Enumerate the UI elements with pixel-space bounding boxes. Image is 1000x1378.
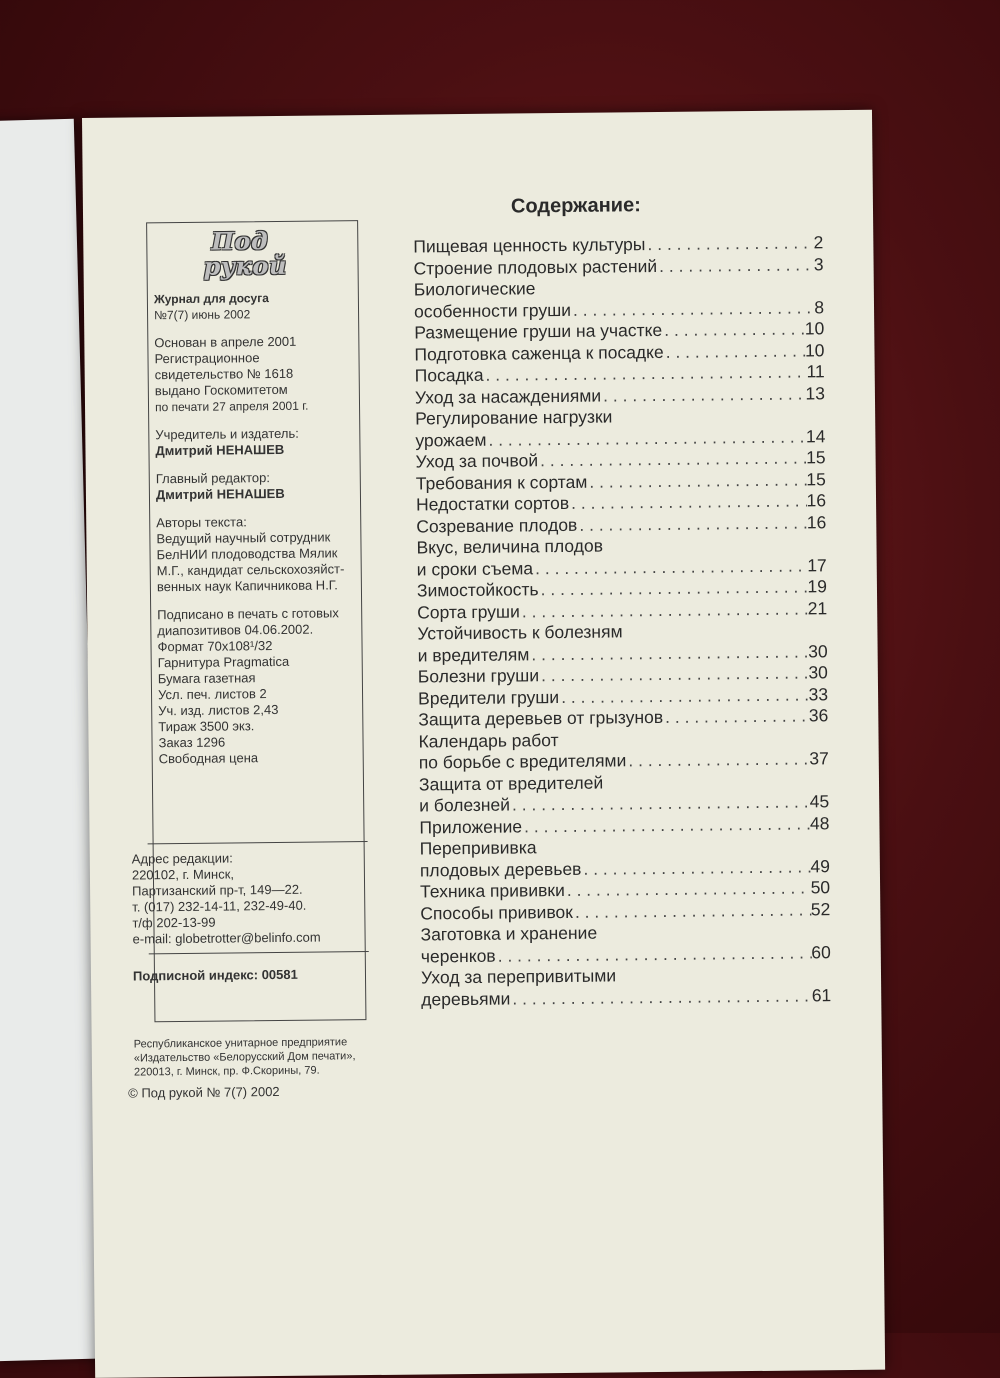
- toc-page-number: 10: [804, 318, 825, 339]
- toc-page-number: 19: [807, 576, 828, 597]
- toc-page-number: 52: [810, 898, 831, 919]
- toc-entry-title: Недостатки сортов: [415, 492, 570, 515]
- address-line: т. (017) 232-14-11, 232-49-40.: [132, 897, 307, 915]
- print-info-line: Формат 70x108¹/32: [157, 638, 273, 655]
- toc-page-number: 61: [811, 984, 832, 1005]
- founder-name: Дмитрий НЕНАШЕВ: [155, 441, 285, 459]
- toc-entry: [416, 533, 826, 580]
- table-of-contents: [413, 232, 831, 1010]
- toc-entry-title: Техника прививки: [420, 879, 565, 902]
- toc-entry-title: Подготовка саженца к посадке: [414, 341, 664, 365]
- subscription-index: Подписной индекс: 00581: [132, 966, 298, 984]
- founded-line: выдано Госкомитетом: [154, 381, 288, 399]
- address-line: т/ф 202-13-99: [132, 914, 216, 931]
- print-info-line: Уч. изд. листов 2,43: [158, 701, 279, 719]
- toc-entry-title: Уход за насаждениями: [414, 385, 602, 408]
- toc-entry: [414, 275, 824, 322]
- toc-entry-title: Уход за почвой: [415, 450, 539, 472]
- toc-page-number: 13: [805, 382, 826, 403]
- toc-entry: [417, 619, 827, 666]
- publisher-block: [134, 1035, 394, 1080]
- print-info-line: Бумага газетная: [157, 670, 256, 687]
- toc-page-number: 3: [813, 253, 824, 274]
- toc-leader-dots: [645, 232, 813, 255]
- toc-entry-title-first-line: Вкус, величина плодов: [416, 535, 604, 558]
- toc-page-number: 14: [805, 425, 826, 446]
- toc-entry-title-first-line: Биологические: [413, 278, 536, 300]
- divider: [149, 951, 369, 954]
- toc-title: Содержание:: [510, 194, 641, 218]
- print-info-line: Гарнитура Pragmatica: [157, 653, 290, 671]
- toc-entry-title: Созревание плодов: [416, 514, 578, 537]
- toc-leader-dots: [522, 813, 810, 838]
- logo-line-2: рукой: [203, 250, 288, 281]
- toc-page-number: 30: [808, 662, 828, 683]
- toc-entry: [419, 813, 829, 839]
- founder-label: Учредитель и издатель:: [155, 425, 299, 443]
- toc-entry-title: Защита деревьев от грызунов: [418, 706, 664, 730]
- print-info-line: Подписано в печать с готовых: [157, 605, 339, 623]
- toc-entry-title: и вредителям: [417, 643, 530, 666]
- toc-entry-title: Сорта груши: [417, 600, 520, 623]
- toc-page-number: 11: [806, 361, 825, 382]
- booklet-page: [82, 110, 885, 1378]
- founded-block: [154, 333, 355, 415]
- editor-label: Главный редактор:: [155, 470, 270, 487]
- toc-leader-dots: [663, 705, 809, 728]
- magazine-logo: [203, 227, 354, 291]
- toc-entry-title-first-line: Уход за перепривитыми: [420, 965, 617, 988]
- toc-entry: [418, 705, 828, 731]
- toc-page-number: 15: [806, 447, 826, 468]
- toc-entry-title: Посадка: [414, 364, 484, 386]
- address-line: Партизанский пр-т, 149—22.: [132, 881, 303, 899]
- toc-entry-title-first-line: Календарь работ: [418, 729, 559, 752]
- toc-page-number: 50: [810, 877, 831, 898]
- authors-line: М.Г., кандидат сельскохозяйст-: [156, 561, 345, 579]
- toc-page-number: 17: [807, 554, 827, 575]
- toc-page-number: 8: [814, 296, 825, 317]
- publisher-line: «Издательство «Белорусский Дом печати»,: [133, 1050, 356, 1065]
- toc-entry-title-first-line: Защита от вредителей: [418, 772, 604, 795]
- founded-line: свидетельство № 1618: [154, 365, 294, 383]
- toc-entry: [418, 727, 828, 774]
- publisher-line: Республиканское унитарное предприятие: [133, 1036, 348, 1051]
- authors-line: Ведущий научный сотрудник: [156, 529, 331, 547]
- toc-leader-dots: [496, 942, 812, 967]
- toc-page-number: 16: [806, 490, 827, 511]
- toc-entry-title: Приложение: [419, 815, 523, 838]
- toc-page-number: 48: [809, 812, 830, 833]
- address-line: 220102, г. Минск,: [131, 866, 235, 883]
- toc-leader-dots: [510, 791, 810, 816]
- toc-entry-title: урожаем: [415, 429, 487, 451]
- toc-entry: [421, 963, 831, 1010]
- toc-leader-dots: [533, 555, 807, 579]
- toc-entry-title: и сроки съема: [416, 557, 534, 580]
- toc-leader-dots: [529, 641, 808, 665]
- authors-label: Авторы текста:: [156, 514, 247, 531]
- toc-entry: [417, 598, 827, 624]
- publisher-line: 220013, г. Минск, пр. Ф.Скорины, 79.: [133, 1064, 320, 1079]
- toc-page-number: 10: [804, 339, 825, 360]
- toc-entry: [420, 899, 830, 925]
- authors-line: БелНИИ плодоводства Мялик: [156, 545, 338, 563]
- print-info-line: Тираж 3500 экз.: [158, 718, 255, 735]
- toc-leader-dots: [662, 318, 805, 341]
- copyright: © Под рукой № 7(7) 2002: [128, 1083, 280, 1101]
- toc-leader-dots: [565, 877, 811, 901]
- toc-leader-dots: [539, 662, 809, 686]
- authors-line: венных наук Капичникова Н.Г.: [156, 577, 338, 595]
- toc-entry-title: Строение плодовых растений: [413, 255, 658, 279]
- divider: [148, 841, 368, 844]
- subscription-block: [133, 966, 373, 985]
- toc-page-number: 45: [809, 791, 830, 812]
- toc-leader-dots: [626, 748, 809, 771]
- toc-page-number: 37: [809, 748, 829, 769]
- toc-leader-dots: [573, 899, 811, 923]
- toc-entry-title: особенности груши: [413, 299, 572, 322]
- toc-leader-dots: [587, 469, 806, 493]
- toc-entry-title: Зимостойкость: [416, 579, 539, 601]
- toc-page-number: 49: [810, 855, 830, 876]
- toc-entry-title: Пищевая ценность культуры: [413, 234, 646, 257]
- toc-entry-title: Болезни груши: [417, 665, 540, 687]
- toc-leader-dots: [601, 383, 806, 407]
- magazine-subtitle: Журнал для досуга: [153, 291, 269, 307]
- toc-leader-dots: [657, 254, 814, 277]
- toc-entry-title-first-line: Перепрививка: [419, 837, 537, 859]
- toc-page-number: 16: [806, 511, 827, 532]
- toc-entry: [420, 920, 830, 967]
- toc-leader-dots: [559, 684, 809, 708]
- toc-entry-title: по борьбе с вредителями: [418, 750, 627, 773]
- toc-entry-title: деревьями: [421, 988, 511, 1009]
- toc-leader-dots: [664, 340, 806, 363]
- toc-leader-dots: [569, 490, 807, 514]
- print-info-line: Усл. печ. листов 2: [157, 686, 267, 703]
- toc-page-number: 15: [806, 468, 826, 489]
- toc-entry: [419, 770, 829, 817]
- toc-entry-title-first-line: Регулирование нагрузки: [415, 406, 613, 429]
- founded-line: Основан в апреле 2001: [154, 333, 297, 351]
- toc-leader-dots: [520, 598, 808, 623]
- toc-entry-title: Способы прививок: [420, 901, 573, 923]
- print-info-line: диапозитивов 04.06.2002.: [157, 621, 314, 639]
- toc-entry-title: плодовых деревьев: [419, 858, 582, 881]
- founded-line: по печати 27 апреля 2001 г.: [154, 398, 309, 415]
- email: e-mail: globetrotter@belinfo.com: [132, 929, 321, 947]
- masthead-box: [131, 220, 366, 1022]
- toc-page-number: 36: [808, 705, 829, 726]
- toc-page-number: 2: [813, 232, 824, 253]
- toc-entry-title-first-line: Устойчивость к болезням: [417, 621, 623, 644]
- toc-leader-dots: [577, 512, 807, 536]
- toc-entry-title: черенков: [420, 945, 496, 966]
- toc-entry: [413, 254, 823, 280]
- toc-leader-dots: [581, 856, 810, 880]
- toc-entry-title: и болезней: [419, 794, 511, 816]
- toc-page-number: 30: [808, 640, 828, 661]
- toc-leader-dots: [538, 447, 806, 471]
- toc-entry-title: Требования к сортам: [415, 471, 588, 494]
- issue-number: №7(7) июнь 2002: [153, 307, 251, 323]
- toc-entry: [416, 512, 826, 538]
- address-label: Адрес редакции:: [131, 850, 233, 867]
- toc-leader-dots: [510, 985, 812, 1010]
- toc-leader-dots: [571, 297, 815, 321]
- address-block: [132, 849, 373, 948]
- toc-page-number: 21: [807, 597, 828, 618]
- toc-page-number: 33: [808, 683, 829, 704]
- editor-name: Дмитрий НЕНАШЕВ: [155, 485, 285, 503]
- toc-entry-title: Размещение груши на участке: [414, 319, 663, 343]
- toc-entry-title-first-line: Заготовка и хранение: [420, 922, 598, 945]
- toc-entry-title: Вредители груши: [417, 686, 560, 709]
- toc-leader-dots: [539, 576, 808, 600]
- print-info-line: Заказ 1296: [158, 734, 226, 751]
- print-info-line: Свободная цена: [158, 750, 259, 767]
- toc-page-number: 60: [811, 941, 831, 962]
- toc-entry: [420, 834, 830, 881]
- founded-line: Регистрационное: [154, 350, 260, 367]
- toc-entry: [415, 383, 825, 409]
- logo-line-1: Под: [211, 226, 269, 256]
- toc-entry: [415, 404, 825, 451]
